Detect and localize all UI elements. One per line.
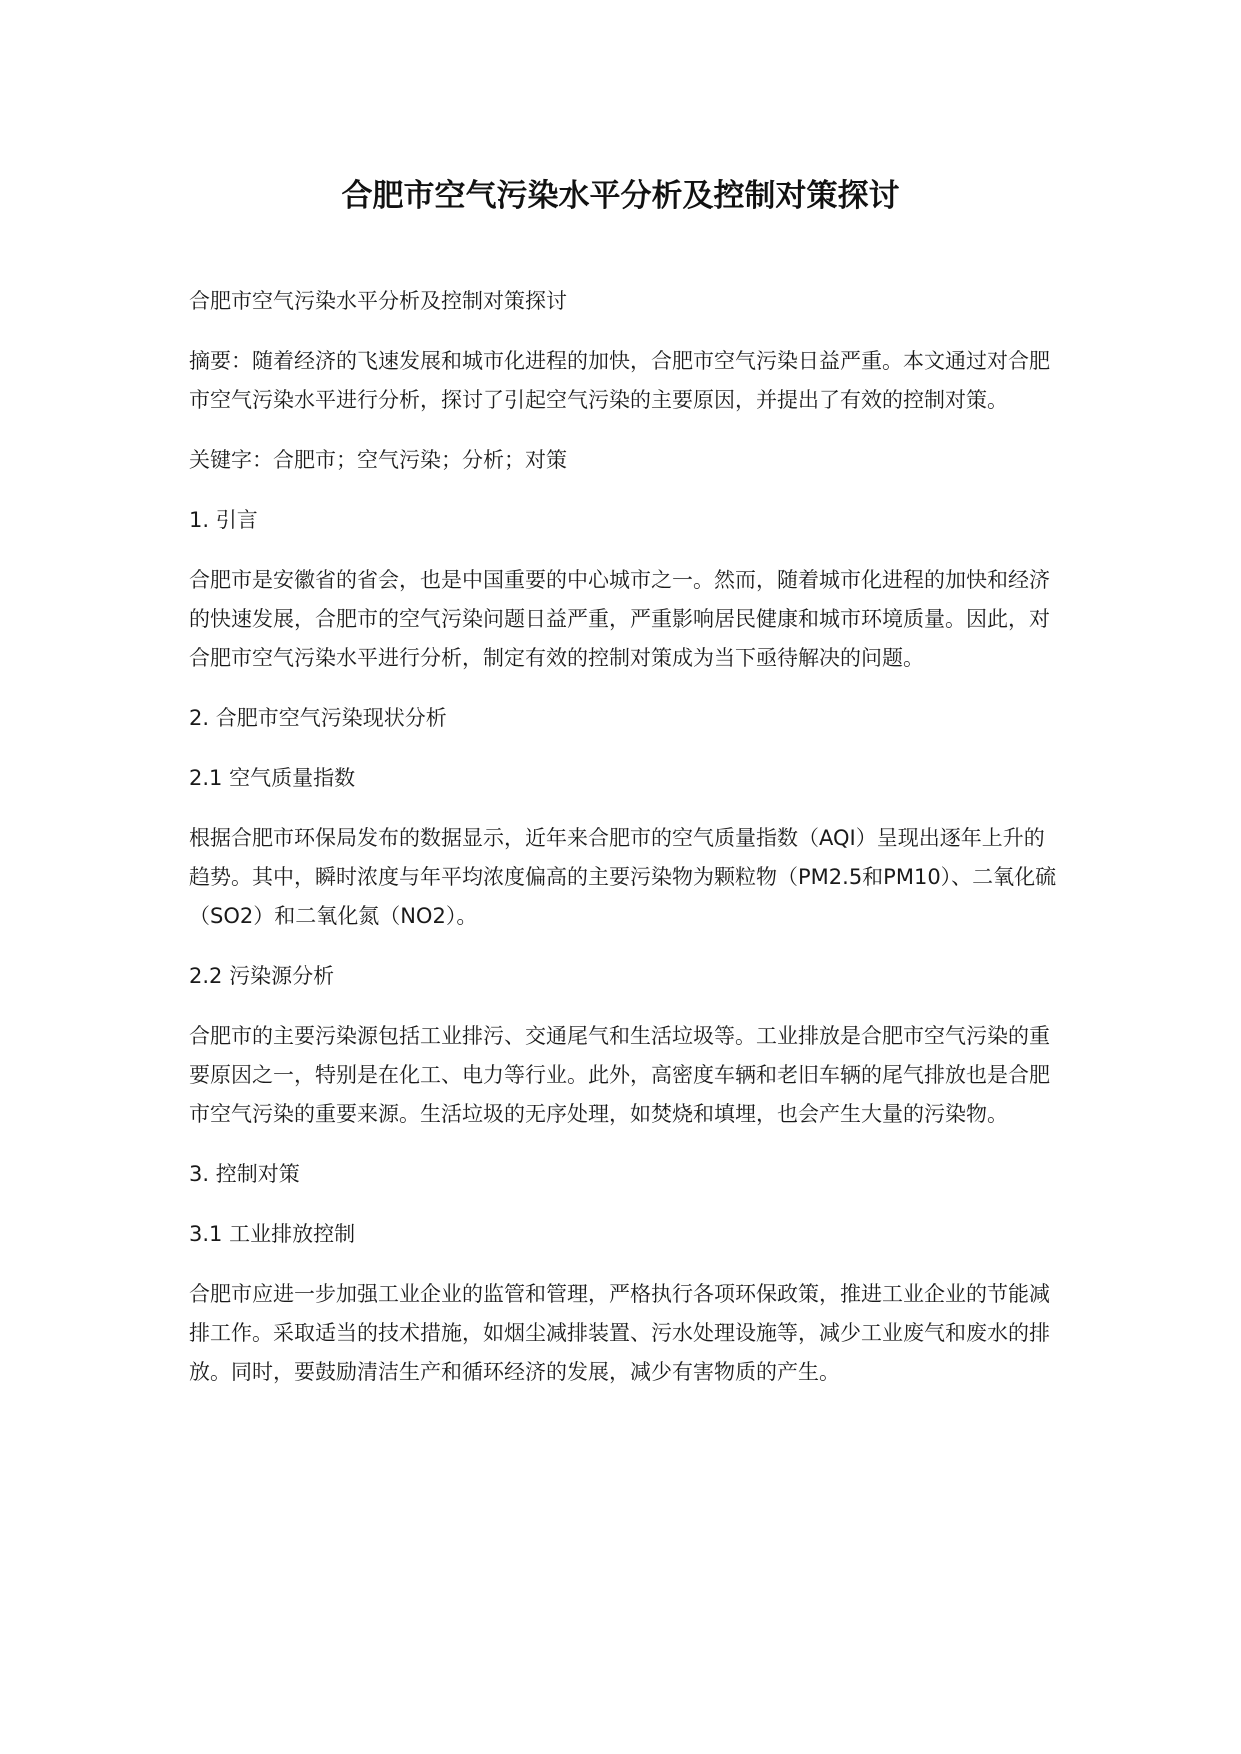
section-body-pollution-sources: 合肥市的主要污染源包括工业排污、交通尾气和生活垃圾等。工业排放是合肥市空气污染的重要原因之一，特别是在化工、电力等行业。此外，高密度车辆和老旧车辆的尾气排放也是合肥市空气污染的重要来源。生活垃圾的无序处理，如焚烧和填埋，也会产生大量的污染物。 (189, 1024, 1050, 1126)
section-heading-status-analysis: 2. 合肥市空气污染现状分析 (189, 706, 447, 730)
section-heading-aqi: 2.1 空气质量指数 (189, 766, 356, 790)
section-heading-control-measures: 3. 控制对策 (189, 1162, 300, 1186)
document-subtitle: 合肥市空气污染水平分析及控制对策探讨 (189, 289, 567, 313)
section-heading-pollution-sources: 2.2 污染源分析 (189, 964, 335, 988)
section-body-aqi: 根据合肥市环保局发布的数据显示，近年来合肥市的空气质量指数（AQI）呈现出逐年上升的趋势。其中，瞬时浓度与年平均浓度偏高的主要污染物为颗粒物（PM2.5和PM10）、二氧化硫（SO2）和二氧化氮（NO2）。 (189, 826, 1057, 928)
abstract-paragraph: 摘要：随着经济的飞速发展和城市化进程的加快，合肥市空气污染日益严重。本文通过对合肥市空气污染水平进行分析，探讨了引起空气污染的主要原因，并提出了有效的控制对策。 (189, 349, 1050, 412)
keywords-line: 关键字：合肥市；空气污染；分析；对策 (189, 448, 567, 472)
section-body-industrial-control: 合肥市应进一步加强工业企业的监管和管理，严格执行各项环保政策，推进工业企业的节能减排工作。采取适当的技术措施，如烟尘减排装置、污水处理设施等，减少工业废气和废水的排放。同时，要鼓励清洁生产和循环经济的发展，减少有害物质的产生。 (189, 1282, 1050, 1384)
document-title: 合肥市空气污染水平分析及控制对策探讨 (341, 178, 900, 214)
document-body (189, 282, 1057, 1413)
section-heading-introduction: 1. 引言 (189, 508, 258, 532)
section-body-introduction: 合肥市是安徽省的省会，也是中国重要的中心城市之一。然而，随着城市化进程的加快和经济的快速发展，合肥市的空气污染问题日益严重，严重影响居民健康和城市环境质量。因此，对合肥市空气污染水平进行分析，制定有效的控制对策成为当下亟待解决的问题。 (189, 568, 1050, 670)
section-heading-industrial-control: 3.1 工业排放控制 (189, 1222, 356, 1246)
